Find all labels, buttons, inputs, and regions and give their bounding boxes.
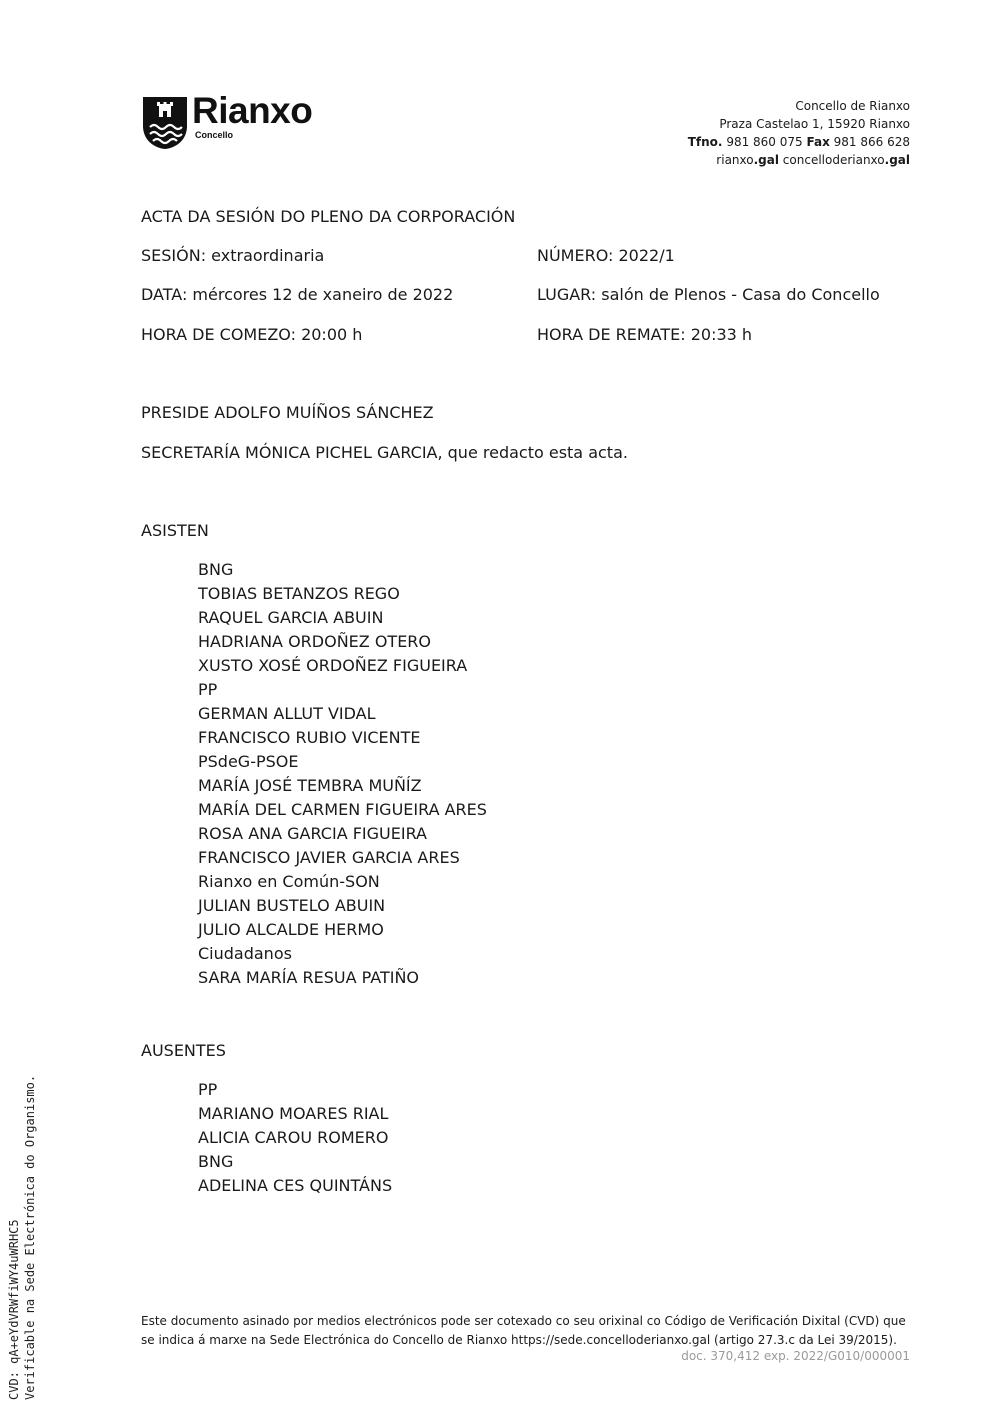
list-item: ROSA ANA GARCIA FIGUEIRA (198, 824, 427, 843)
list-item: FRANCISCO RUBIO VICENTE (198, 728, 421, 747)
list-item: Ciudadanos (198, 944, 292, 963)
list-item: TOBIAS BETANZOS REGO (198, 584, 400, 603)
secretary: SECRETARÍA MÓNICA PICHEL GARCIA, que redacto esta acta. (141, 443, 628, 462)
cvd-code: CVD: qA+eYdVRWfiWY4uWRHC5 (7, 1219, 21, 1400)
presiding-officer: PRESIDE ADOLFO MUÍÑOS SÁNCHEZ (141, 403, 434, 422)
list-item: MARÍA JOSÉ TEMBRA MUÑÍZ (198, 776, 422, 795)
document-reference: doc. 370,412 exp. 2022/G010/000001 (681, 1349, 910, 1363)
list-item: PP (198, 680, 218, 699)
fax-number: 981 866 628 (833, 135, 910, 149)
cvd-verification-note: Verificable na Sede Electrónica do Organismo. (23, 1074, 37, 1400)
session-date: DATA: mércores 12 de xaneiro de 2022 (141, 285, 454, 304)
concello-logo (142, 90, 352, 152)
list-item: XUSTO XOSÉ ORDOÑEZ FIGUEIRA (198, 656, 468, 675)
absentees-heading: AUSENTES (141, 1041, 226, 1060)
org-phone-fax (688, 133, 910, 151)
attendees-heading: ASISTEN (141, 521, 209, 540)
list-item: ADELINA CES QUINTÁNS (198, 1176, 393, 1195)
logo-wordmark: Rianxo (192, 90, 313, 131)
website-concello-tld[interactable]: .gal (884, 153, 910, 167)
start-time: HORA DE COMEZO: 20:00 h (141, 325, 363, 344)
list-item: BNG (198, 560, 234, 579)
verification-notice: Este documento asinado por medios electrónicos pode ser cotexado co seu orixinal co Código de Verificación Dixital (CVD) que se indica á marxe na Sede Electrónica do Concello de Rianxo https://sede.concelloderianxo.gal (artigo 27.3.c da Lei 39/2015). (141, 1314, 906, 1347)
org-contact-block (688, 97, 910, 169)
list-item: JULIO ALCALDE HERMO (198, 920, 384, 939)
website-rianxo-name[interactable]: rianxo (716, 153, 754, 167)
phone-label: Tfno. (687, 135, 723, 149)
end-time: HORA DE REMATE: 20:33 h (537, 325, 753, 344)
attendees-list (198, 558, 487, 990)
session-place: LUGAR: salón de Plenos - Casa do Concello (537, 285, 880, 304)
website-rianxo-tld[interactable]: .gal (753, 153, 779, 167)
list-item: HADRIANA ORDOÑEZ OTERO (198, 632, 432, 651)
list-item: PP (198, 1080, 218, 1099)
list-item: GERMAN ALLUT VIDAL (198, 704, 376, 723)
org-name: Concello de Rianxo (795, 99, 910, 113)
logo-subtitle: Concello (195, 130, 234, 140)
list-item: PSdeG-PSOE (198, 752, 299, 771)
list-item: SARA MARÍA RESUA PATIÑO (198, 968, 420, 987)
acta-title: ACTA DA SESIÓN DO PLENO DA CORPORACIÓN (141, 207, 516, 226)
list-item: MARÍA DEL CARMEN FIGUEIRA ARES (198, 800, 487, 819)
phone-number: 981 860 075 (726, 135, 803, 149)
list-item: JULIAN BUSTELO ABUIN (198, 896, 386, 915)
fax-label: Fax (806, 135, 830, 149)
absentees-list (198, 1078, 392, 1198)
website-concello-name[interactable]: concelloderianxo (782, 153, 885, 167)
org-websites (688, 151, 910, 169)
rianxo-shield-icon (142, 96, 188, 150)
list-item: ALICIA CAROU ROMERO (198, 1128, 389, 1147)
list-item: BNG (198, 1152, 234, 1171)
session-number: NÚMERO: 2022/1 (537, 246, 675, 265)
list-item: Rianxo en Común-SON (198, 872, 380, 891)
list-item: RAQUEL GARCIA ABUIN (198, 608, 384, 627)
org-address: Praza Castelao 1, 15920 Rianxo (719, 117, 910, 131)
list-item: MARIANO MOARES RIAL (198, 1104, 389, 1123)
list-item: FRANCISCO JAVIER GARCIA ARES (198, 848, 460, 867)
cvd-margin-text (6, 1075, 38, 1400)
session-type: SESIÓN: extraordinaria (141, 246, 325, 265)
